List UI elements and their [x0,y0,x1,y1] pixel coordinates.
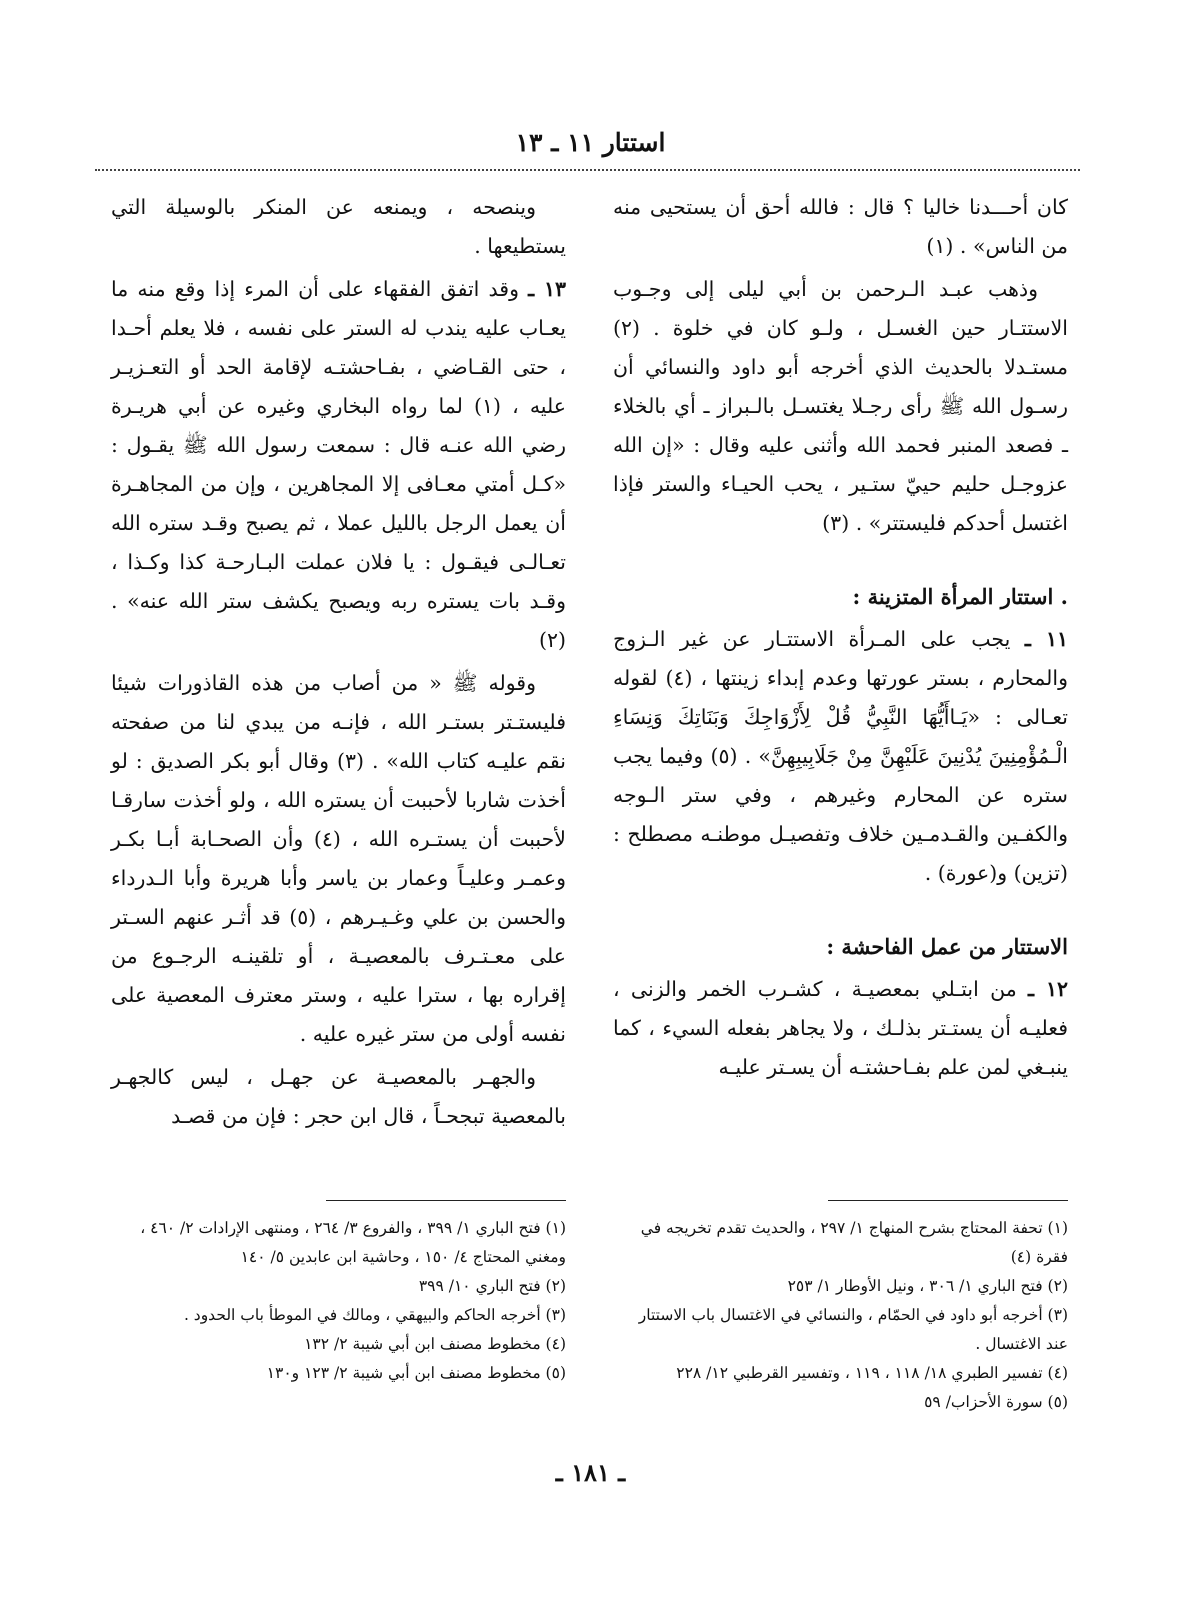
footnote: (١) فتح الباري ١/ ٣٩٩ ، والفروع ٣/ ٢٦٤ ، ومنتهى الإرادات ٢/ ٤٦٠ ، ومغني المحتاج ٤/ ١٥٠ ، وحاشية ابن عابدين ٥/ ١٤٠ [140,1219,566,1266]
footnote-divider-right [828,1200,1068,1201]
paragraph-number: ١٢ ـ [1028,977,1068,1001]
paragraph-text: وقد اتفق الفقهاء على أن المرء إذا وقع منه ما يعـاب عليه يندب له الستر على نفسه ، فلا يعلم أحـدا ، حتى القـاضي ، بفـاحشتـه لإقامة الحد أو التعـزيـر عليه ، (١) لما رواه البخاري وغيره عن أبي هريـرة رضي الله عنـه قال : سمعت رسول الله ﷺ يقـول : «كـل أمتي معـافى إلا المجاهرين ، وإن من المجاهـرة أن يعمل الرجل بالليل عملا ، ثم يصبح وقـد ستره الله تعـالـى فيقـول : يا فلان عملت البـارحـة كذا وكـذا ، وقـد بات يستره ربه ويصبح يكشف ستر الله عنه» . (٢) [111,277,567,652]
footnote: (٤) مخطوط مصنف ابن أبي شيبة ٢/ ١٣٢ [304,1335,566,1353]
footnote-divider-left [326,1200,566,1201]
right-column [613,188,1068,1091]
paragraph-number: ١١ ـ [1024,627,1068,651]
page-header-title: استتار ١١ ـ ١٣ [515,128,666,157]
footnote: (١) تحفة المحتاج بشرح المنهاج ١/ ٢٩٧ ، والحديث تقدم تخريجه في فقرة (٤) [640,1219,1068,1266]
section-heading-indecency: الاستتار من عمل الفاحشة : [826,934,1068,959]
footnotes-left [111,1214,566,1388]
left-column [111,188,566,1140]
paragraph-text: من ابتـلي بمعصيـة ، كشـرب الخمر والزنى ، فعليـه أن يستـتر بذلـك ، ولا يجاهر بفعله السيء ، كما ينبـغي لمن علم بفـاحشتـه أن يسـتر عليـه [613,977,1068,1079]
footnote: (٣) أخرجه الحاكم والبيهقي ، ومالك في الموطأ باب الحدود . [183,1306,566,1324]
footnote: (٣) أخرجه أبو داود في الحمّام ، والنسائي في الاغتسال باب الاستتار عند الاغتسال . [638,1306,1068,1353]
footnote: (٤) تفسير الطبري ١٨/ ١١٨ ، ١١٩ ، وتفسير القرطبي ١٢/ ٢٢٨ [676,1364,1068,1382]
left-paragraph-3: وقوله ﷺ « من أصاب من هذه القاذورات شيئا فليستـتر بستـر الله ، فإنـه من يبدي لنا من صفحته نقم عليـه كتاب الله» . (٣) وقال أبو بكر الصديق : لو أخذت شاربا لأحببت أن يستره الله ، ولو أخذت سارقـا لأحببت أن يستـره الله ، (٤) وأن الصحـابة أبـا بكـر وعمـر وعليـاً وعمار بن ياسر وأبا هريرة وأبا الـدرداء والحسن بن علي وغـيـرهم ، (٥) قد أثـر عنهم السـتر على معـتـرف بالمعصيـة ، أو تلقينـه الرجـوع من إقراره بها ، سترا عليه ، وستر معترف المعصية على نفسه أولى من ستر غيره عليه . [111,671,566,1046]
paragraph-text: يجب على المـرأة الاستتـار عن غير الـزوج والمحارم ، بستر عورتها وعدم إبداء زينتها ، (٤) لقوله تعـالى : «يَـاأَيُّهَا النَّبِيُّ قُلْ لِأَزْوَاجِكَ وَبَنَاتِكَ وَنِسَاءِ الْـمُؤْمِنِينَ يُدْنِينَ عَلَيْهِنَّ مِنْ جَلَابِيبِهِنَّ» . (٥) وفيما يجب ستره عن المحارم وغيرهم ، وفي ستر الـوجه والكفـين والقـدمـين خلاف وتفصيـل موطنـه مصطلح : (تزين) و(عورة) . [613,627,1068,885]
footnote: (٢) فتح الباري ١٠/ ٣٩٩ [418,1277,566,1295]
right-paragraph-3 [613,620,1068,893]
header-divider [95,169,1080,171]
section-heading-adorned-woman: . استتار المرأة المتزينة : [852,584,1068,609]
paragraph-number: ١٣ ـ [528,277,566,301]
right-paragraph-1: كان أحـــدنا خاليا ؟ قال : فالله أحق أن يستحيى منه من الناس» . (١) [613,195,1068,258]
footnote: (٢) فتح الباري ١/ ٣٠٦ ، ونيل الأوطار ١/ ٢٥٣ [787,1277,1068,1295]
page-number: ـ ١٨١ ـ [555,1458,626,1487]
left-paragraph-4: والجهـر بالمعصيـة عن جهـل ، ليس كالجهـر بالمعصية تبجحـاً ، قال ابن حجر : فإن من قصـد [111,1065,566,1128]
left-paragraph-2 [111,270,566,660]
right-paragraph-2: وذهب عبـد الـرحمن بن أبي ليلى إلى وجـوب الاستتـار حين الغسـل ، ولـو كان في خلوة . (٢) مستـدلا بالحديث الذي أخرجه أبو داود والنسائي أن رسـول الله ﷺ رأى رجـلا يغتسـل بالـبراز ـ أي بالخلاء ـ فصعد المنبر فحمد الله وأثنى عليه وقال : «إن الله عزوجـل حليم حييّ ستـير ، يحب الحيـاء والستر فإذا اغتسل أحدكم فليستتر» . (٣) [613,277,1068,535]
footnote: (٥) مخطوط مصنف ابن أبي شيبة ٢/ ١٢٣ و١٣٠ [266,1364,566,1382]
left-paragraph-1: وينصحه ، ويمنعه عن المنكر بالوسيلة التي يستطيعها . [111,195,566,258]
footnotes-right [613,1214,1068,1417]
footnote: (٥) سورة الأحزاب/ ٥٩ [924,1393,1068,1411]
right-paragraph-4 [613,970,1068,1087]
